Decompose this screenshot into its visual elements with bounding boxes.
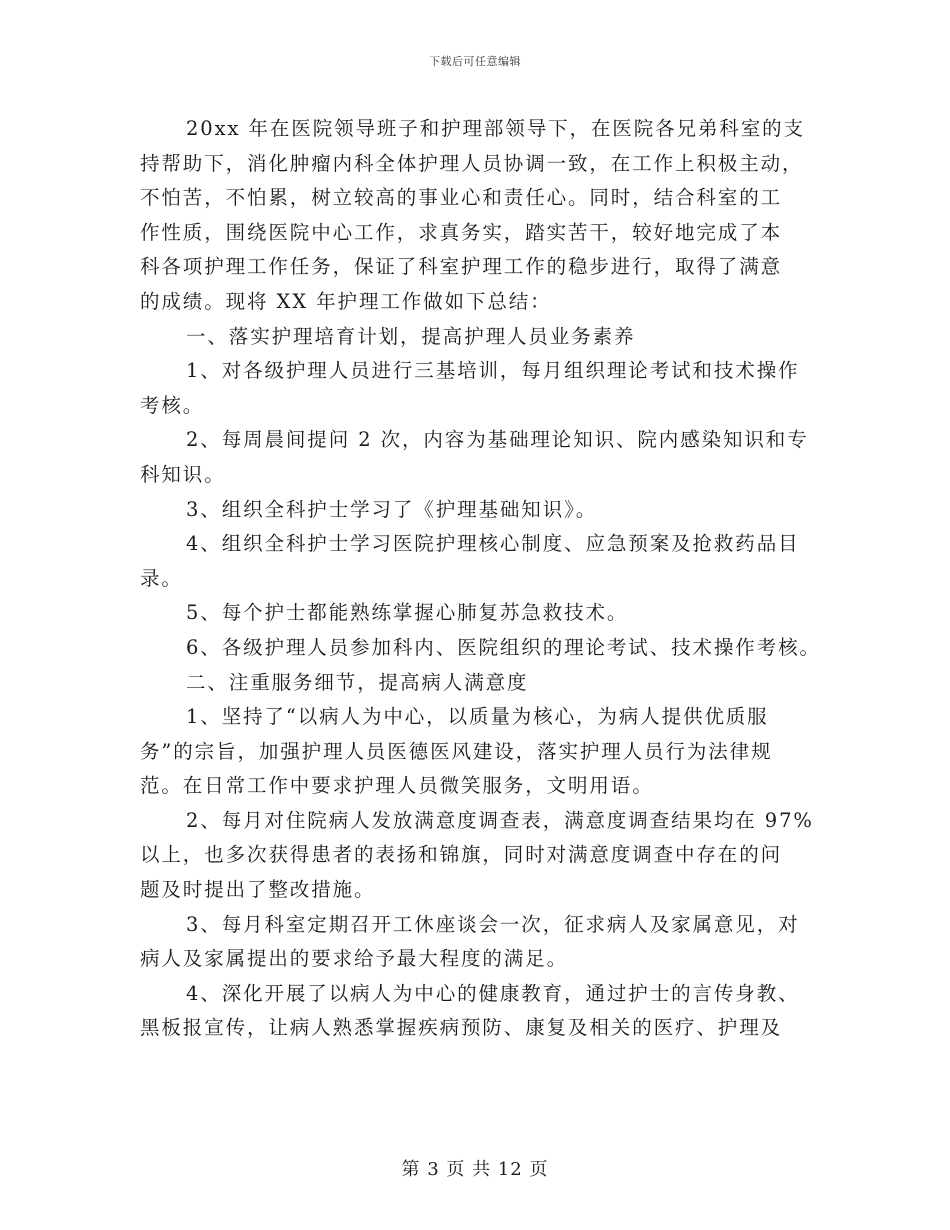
paragraph-line: 5、每个护士都能熟练掌握心肺复苏急救技术。 xyxy=(186,601,629,625)
section-heading: 二、注重服务细节，提高病人满意度 xyxy=(186,670,529,694)
paragraph-line: 3、组织全科护士学习了《护理基础知识》。 xyxy=(186,497,598,521)
paragraph-line: 录。 xyxy=(140,566,183,590)
paragraph-line: 作性质，围绕医院中心工作，求真务实，踏实苦干，较好地完成了本 xyxy=(140,220,783,244)
paragraph-line: 持帮助下，消化肿瘤内科全体护理人员协调一致，在工作上积极主动， xyxy=(140,151,804,175)
paragraph-line: 3、每月科室定期召开工休座谈会一次，征求病人及家属意见，对 xyxy=(186,912,800,936)
paragraph-line: 科各项护理工作任务，保证了科室护理工作的稳步进行，取得了满意 xyxy=(140,255,783,279)
section-heading: 一、落实护理培育计划，提高护理人员业务素养 xyxy=(186,324,636,348)
paragraph-line: 20xx 年在医院领导班子和护理部领导下，在医院各兄弟科室的支 xyxy=(186,117,805,140)
paragraph-line: 科知识。 xyxy=(140,462,226,486)
page-header: 下载后可任意编辑 xyxy=(429,55,521,68)
page-number-footer: 第 3 页 共 12 页 xyxy=(401,1159,549,1180)
paragraph-line: 2、每月对住院病人发放满意度调查表，满意度调查结果均在 97% xyxy=(186,808,814,832)
paragraph-line: 4、组织全科护士学习医院护理核心制度、应急预案及抢救药品目 xyxy=(186,532,800,556)
paragraph-line: 务”的宗旨，加强护理人员医德医风建设，落实护理人员行为法律规 xyxy=(140,739,773,763)
document-body xyxy=(140,112,821,1046)
paragraph-line: 1、对各级护理人员进行三基培训，每月组织理论考试和技术操作 xyxy=(186,359,800,383)
paragraph-line: 1、坚持了“以病人为中心，以质量为核心，为病人提供优质服 xyxy=(186,705,769,729)
paragraph-line: 不怕苦，不怕累，树立较高的事业心和责任心。同时，结合科室的工 xyxy=(140,186,783,210)
paragraph-line: 范。在日常工作中要求护理人员微笑服务，文明用语。 xyxy=(140,774,654,798)
paragraph-line: 的成绩。现将 XX 年护理工作做如下总结： xyxy=(140,289,552,313)
paragraph-line: 以上，也多次获得患者的表扬和锦旗，同时对满意度调查中存在的问 xyxy=(140,843,783,867)
paragraph-line: 黑板报宣传，让病人熟悉掌握疾病预防、康复及相关的医疗、护理及 xyxy=(140,1016,783,1040)
paragraph-line: 题及时提出了整改措施。 xyxy=(140,878,376,902)
paragraph-line: 4、深化开展了以病人为中心的健康教育，通过护士的言传身教、 xyxy=(186,981,800,1005)
paragraph-line: 病人及家属提出的要求给予最大程度的满足。 xyxy=(140,947,569,971)
paragraph-line: 2、每周晨间提问 2 次，内容为基础理论知识、院内感染知识和专 xyxy=(186,428,809,452)
paragraph-line: 考核。 xyxy=(140,393,205,417)
paragraph-line: 6、各级护理人员参加科内、医院组织的理论考试、技术操作考核。 xyxy=(186,635,821,659)
